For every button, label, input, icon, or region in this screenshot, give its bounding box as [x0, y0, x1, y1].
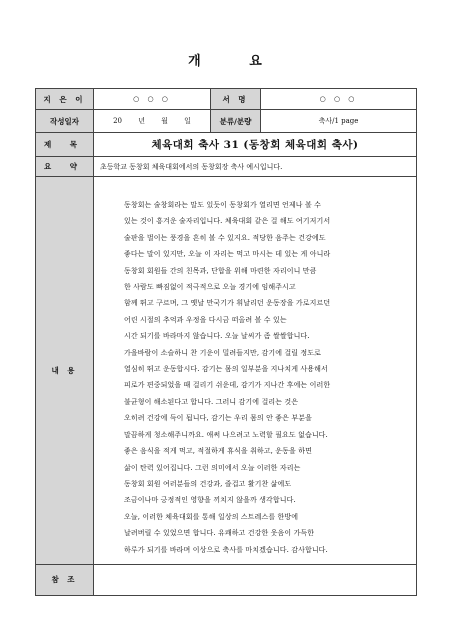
content-line: 불균형이 해소된다고 합니다. 그러니 감기에 걸리는 것은: [124, 397, 299, 406]
content-lines: [124, 197, 390, 558]
signer-value: ○ ○ ○: [261, 89, 417, 110]
content-body: [94, 177, 417, 565]
content-line: 동창회는 술창회라는 말도 있듯이 동창회가 열리면 언제나 볼 수: [124, 201, 322, 209]
content-line: 동창회 회원 여러분들의 건강과, 즐겁고 활기찬 삶에도: [124, 479, 292, 488]
content-line: 하루가 되기를 바라며 이상으로 축사를 마치겠습니다. 감사합니다.: [124, 545, 328, 554]
category-value: 축사/1 page: [261, 110, 417, 133]
document-heading: 개 요: [188, 54, 284, 69]
content-line: 어린 시절의 추억과 우정을 다시금 떠올려 볼 수 있는: [124, 315, 287, 324]
summary-label: 요 약: [36, 157, 94, 177]
content-line: 조금이나마 긍정적인 영향을 끼치지 않을까 생각합니다.: [124, 496, 296, 505]
content-row: [36, 177, 417, 565]
title-label: 제 목: [36, 133, 94, 157]
date-value: 20 년 월 일: [94, 110, 211, 133]
title-value: 체육대회 축사 31 (동창회 체육대회 축사): [94, 133, 417, 157]
date-label: 작성일자: [36, 110, 94, 133]
content-line: 좋은 음식을 적게 먹고, 적절하게 휴식을 취하고, 운동을 하면: [124, 447, 312, 456]
category-label: 분류/분량: [211, 110, 261, 133]
content-line: 좋다는 말이 있지만, 오늘 이 자리는 먹고 마시는 데 있는 게 아니라: [124, 250, 331, 259]
content-line: 함께 뛰고 구르며, 그 옛날 만국기가 휘날리던 운동장을 가로지르던: [124, 299, 331, 308]
content-line: 술판을 벌이는 풍경을 흔히 볼 수 있지요. 적당한 음주는 건강에도: [124, 233, 326, 242]
content-line: 있는 것이 흥겨운 술자리입니다. 체육대회 같은 걸 해도 여기저기서: [124, 217, 331, 226]
content-label: 내 용: [36, 177, 94, 565]
author-label: 지 은 이: [36, 89, 94, 110]
content-line: 열심히 뛰고 운동합시다. 감기는 몸의 일부분을 지나치게 사용해서: [124, 365, 328, 374]
author-value: ○ ○ ○: [94, 89, 211, 110]
content-line: 말끔하게 청소해주니까요. 애써 나으려고 노력할 필요도 없습니다.: [124, 430, 328, 439]
reference-label: 참 조: [36, 564, 94, 595]
reference-value: [94, 564, 417, 595]
content-line: 오늘, 이러한 체육대회를 통해 일상의 스트레스를 한방에: [124, 512, 299, 521]
author-row: [36, 89, 417, 110]
signer-label: 서 명: [211, 89, 261, 110]
content-line: 한 사람도 빠짐없이 적극적으로 오늘 경기에 임해주시고: [124, 283, 296, 292]
summary-row: [36, 157, 417, 177]
content-line: 날려버릴 수 있었으면 합니다. 유쾌하고 건강한 웃음이 가득한: [124, 529, 315, 538]
reference-row: [36, 564, 417, 595]
title-row: [36, 133, 417, 157]
content-line: 시간 되기를 바라마지 않습니다. 오늘 날씨가 좀 쌀쌀합니다.: [124, 332, 310, 341]
date-row: [36, 110, 417, 133]
content-line: 동창회 회원들 간의 친목과, 단합을 위해 마련한 자리이니 만큼: [124, 266, 317, 275]
summary-form-table: [35, 88, 417, 596]
content-line: 오히려 건강에 득이 됩니다, 감기는 우리 몸의 안 좋은 부분을: [124, 414, 312, 423]
summary-value: 초등학교 동창회 체육대회에서의 동창회장 축사 예시입니다.: [94, 157, 417, 177]
content-line: 가을바람이 소슬하니 찬 기운이 밀려들지만, 감기에 걸릴 정도로: [124, 348, 322, 357]
content-line: 삶이 탄력 있어집니다. 그런 의미에서 오늘 이러한 자리는: [124, 463, 301, 472]
content-line: 피로가 편중되었을 때 걸리기 쉬운데, 감기가 지나간 후에는 이러한: [124, 381, 331, 390]
